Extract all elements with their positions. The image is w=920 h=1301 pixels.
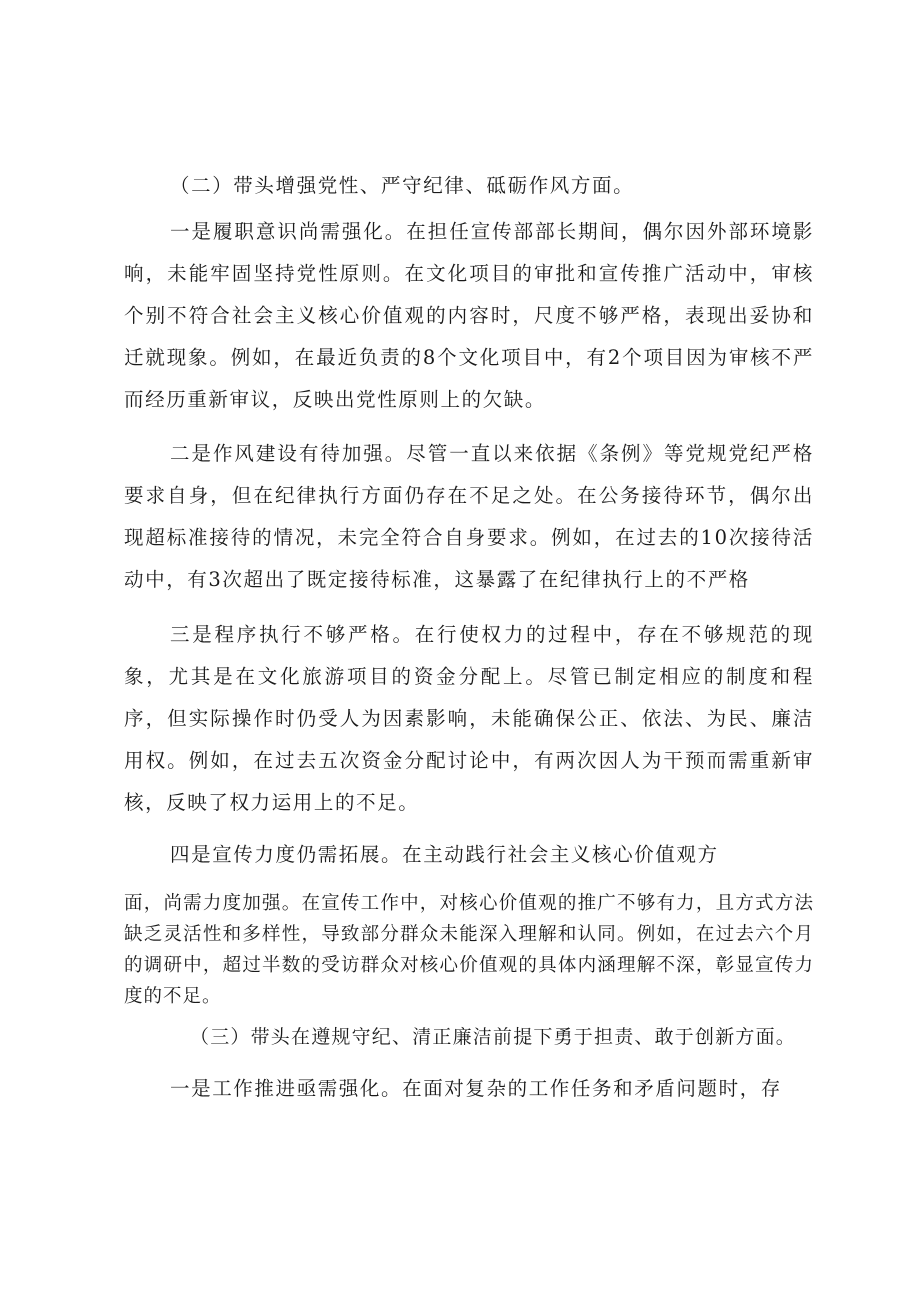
paragraph-procedure: 三是程序执行不够严格。在行使权力的过程中，存在不够规范的现象，尤其是在文化旅游项目的资金分配上。尽管已制定相应的制度和程序，但实际操作时仍受人为因素影响，未能确保公正、依法、为民、廉洁用权。例如，在过去五次资金分配讨论中，有两次因人为干预而需重新审核，反映了权力运用上的不足。 (124, 623, 814, 814)
section-heading-2: （二）带头增强党性、严守纪律、砥砺作风方面。 (170, 174, 635, 197)
paragraph-publicity-start: 四是宣传力度仍需拓展。在主动践行社会主义核心价值观方 (170, 843, 719, 866)
paragraph-publicity-continued: 面，尚需力度加强。在宣传工作中，对核心价值观的推广不够有力，且方式方法缺乏灵活性和多样性，导致部分群众未能深入理解和认同。例如，在过去六个月的调研中，超过半数的受访群众对核心价值观的具体内涵理解不深，彰显宣传力度的不足。 (124, 893, 814, 1007)
section-heading-3: （三）带头在遵规守纪、清正廉洁前提下勇于担责、敢于创新方面。 (190, 1026, 797, 1048)
paragraph-duty-awareness: 一是履职意识尚需强化。在担任宣传部部长期间，偶尔因外部环境影响，未能牢固坚持党性原则。在文化项目的审批和宣传推广活动中，审核个别不符合社会主义核心价值观的内容时，尺度不够严格，表现出妥协和迁就现象。例如，在最近负责的8个文化项目中，有2个项目因为审核不严而经历重新审议，反映出党性原则上的欠缺。 (124, 220, 814, 411)
paragraph-work-progress: 一是工作推进亟需强化。在面对复杂的工作任务和矛盾问题时，存 (170, 1077, 782, 1100)
paragraph-work-style: 二是作风建设有待加强。尽管一直以来依据《条例》等党规党纪严格要求自身，但在纪律执行方面仍存在不足之处。在公务接待环节，偶尔出现超标准接待的情况，未完全符合自身要求。例如，在过去的10次接待活动中，有3次超出了既定接待标准，这暴露了在纪律执行上的不严格 (124, 442, 814, 591)
